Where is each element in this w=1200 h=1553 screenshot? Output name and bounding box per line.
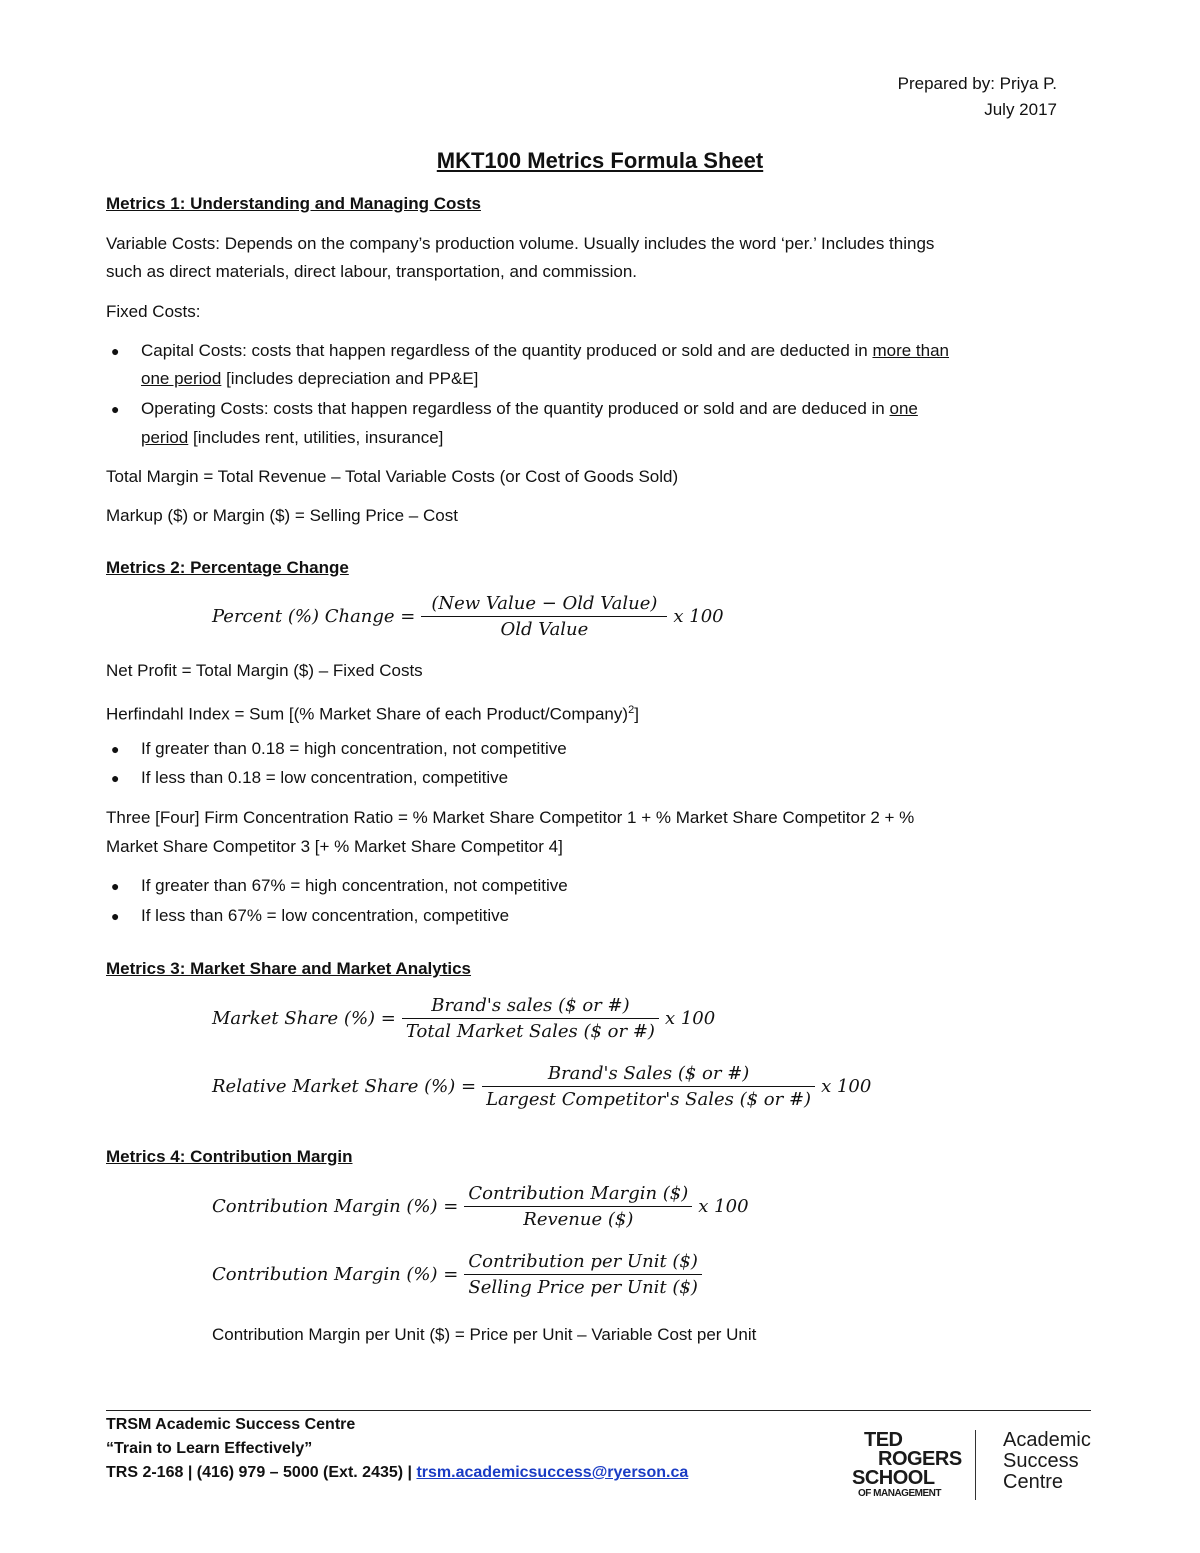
bullet-icon: ● <box>111 908 120 924</box>
formula-numerator: Brand's Sales ($ or #) <box>547 1063 750 1084</box>
formula-denominator: Selling Price per Unit ($) <box>468 1277 698 1298</box>
footer-contact: TRS 2-168 | (416) 979 – 5000 (Ext. 2435) | trsm.academicsuccess@ryerson.ca <box>106 1464 689 1481</box>
footer-motto: “Train to Learn Effectively” <box>106 1440 313 1457</box>
formula-denominator: Old Value <box>500 619 589 640</box>
footer-divider <box>106 1410 1091 1411</box>
concentration-ratio-line-2: Market Share Competitor 3 [+ % Market Share Competitor 4] <box>106 837 563 856</box>
formula-fraction <box>402 995 659 1042</box>
ted-rogers-logo: TED ROGERS SCHOOL OF MANAGEMENT <box>852 1429 962 1499</box>
prepared-date: July 2017 <box>984 100 1057 119</box>
formula-multiplier: x 100 <box>664 1008 716 1029</box>
formula-fraction <box>464 1183 692 1230</box>
capital-costs-item: ● Capital Costs: costs that happen regardless of the quantity produced or sold and are deducted in more than <box>111 341 950 360</box>
formula-numerator: Brand's sales ($ or #) <box>431 995 630 1016</box>
markup-formula: Markup ($) or Margin ($) = Selling Price – Cost <box>106 506 458 525</box>
academic-success-logo: Academic Success Centre <box>1003 1429 1091 1493</box>
percent-change-formula <box>212 593 724 640</box>
section-heading-2: Metrics 2: Percentage Change <box>106 558 349 577</box>
fixed-costs-label: Fixed Costs: <box>106 302 201 321</box>
total-margin-formula: Total Margin = Total Revenue – Total Variable Costs (or Cost of Goods Sold) <box>106 467 679 486</box>
operating-costs-item: ● Operating Costs: costs that happen regardless of the quantity produced or sold and are deduced in one <box>111 399 918 418</box>
bullet-icon: ● <box>111 878 120 894</box>
section-heading-4: Metrics 4: Contribution Margin <box>106 1147 353 1166</box>
formula-denominator: Revenue ($) <box>523 1209 634 1230</box>
herfindahl-formula: Herfindahl Index = Sum [(% Market Share of each Product/Company)$^2$] <box>106 704 639 724</box>
bullet-icon: ● <box>111 401 120 417</box>
contribution-margin-formula-2 <box>212 1251 702 1298</box>
bullet-icon: ● <box>111 770 120 786</box>
variable-costs-line-1: Variable Costs: Depends on the company’s production volume. Usually includes the word ‘per.’ Includes things <box>106 234 935 253</box>
footer-org: TRSM Academic Success Centre <box>106 1416 356 1433</box>
formula-fraction <box>421 593 667 640</box>
formula-multiplier: x 100 <box>698 1196 749 1217</box>
bullet-icon: ● <box>111 741 120 757</box>
section-heading-3: Metrics 3: Market Share and Market Analytics <box>106 959 472 978</box>
prepared-by: Prepared by: Priya P. <box>897 74 1057 93</box>
bullet-icon: ● <box>111 343 120 359</box>
section-heading-1: Metrics 1: Understanding and Managing Costs <box>106 194 481 213</box>
email-link[interactable]: trsm.academicsuccess@ryerson.ca <box>416 1464 689 1481</box>
operating-costs-item-cont: period [includes rent, utilities, insurance] <box>141 428 444 447</box>
relative-market-share-formula <box>212 1063 871 1110</box>
formula-numerator: (New Value − Old Value) <box>431 593 658 614</box>
formula-lhs: Contribution Margin (%) = <box>212 1196 459 1217</box>
logo-divider <box>975 1430 976 1500</box>
formula-fraction <box>464 1251 702 1298</box>
concentration-ratio-line-1: Three [Four] Firm Concentration Ratio = % Market Share Competitor 1 + % Market Share Competitor 2 + % <box>106 808 915 827</box>
contribution-margin-per-unit: Contribution Margin per Unit ($) = Price per Unit – Variable Cost per Unit <box>212 1325 757 1344</box>
formula-denominator: Largest Competitor's Sales ($ or #) <box>486 1089 812 1110</box>
formula-denominator: Total Market Sales ($ or #) <box>405 1021 655 1042</box>
formula-lhs: Relative Market Share (%) = <box>212 1076 477 1097</box>
list-item: ● If greater than 67% = high concentration, not competitive <box>111 876 568 895</box>
formula-multiplier: x 100 <box>673 606 724 627</box>
formula-numerator: Contribution Margin ($) <box>468 1183 689 1204</box>
formula-multiplier: x 100 <box>821 1076 872 1097</box>
formula-lhs: Market Share (%) = <box>212 1008 396 1029</box>
contribution-margin-formula-1 <box>212 1183 749 1230</box>
net-profit-formula: Net Profit = Total Margin ($) – Fixed Costs <box>106 661 423 680</box>
variable-costs-line-2: such as direct materials, direct labour, transportation, and commission. <box>106 262 638 281</box>
formula-lhs: Contribution Margin (%) = <box>212 1264 459 1285</box>
page-title: MKT100 Metrics Formula Sheet <box>436 148 764 173</box>
list-item: ● If less than 67% = low concentration, competitive <box>111 906 510 925</box>
formula-lhs: Percent (%) Change = <box>212 606 416 627</box>
list-item: ● If greater than 0.18 = high concentration, not competitive <box>111 739 567 758</box>
formula-numerator: Contribution per Unit ($) <box>468 1251 698 1272</box>
formula-fraction <box>482 1063 815 1110</box>
list-item: ● If less than 0.18 = low concentration, competitive <box>111 768 509 787</box>
capital-costs-item-cont: one period [includes depreciation and PP&E] <box>141 369 479 388</box>
market-share-formula <box>212 995 715 1042</box>
